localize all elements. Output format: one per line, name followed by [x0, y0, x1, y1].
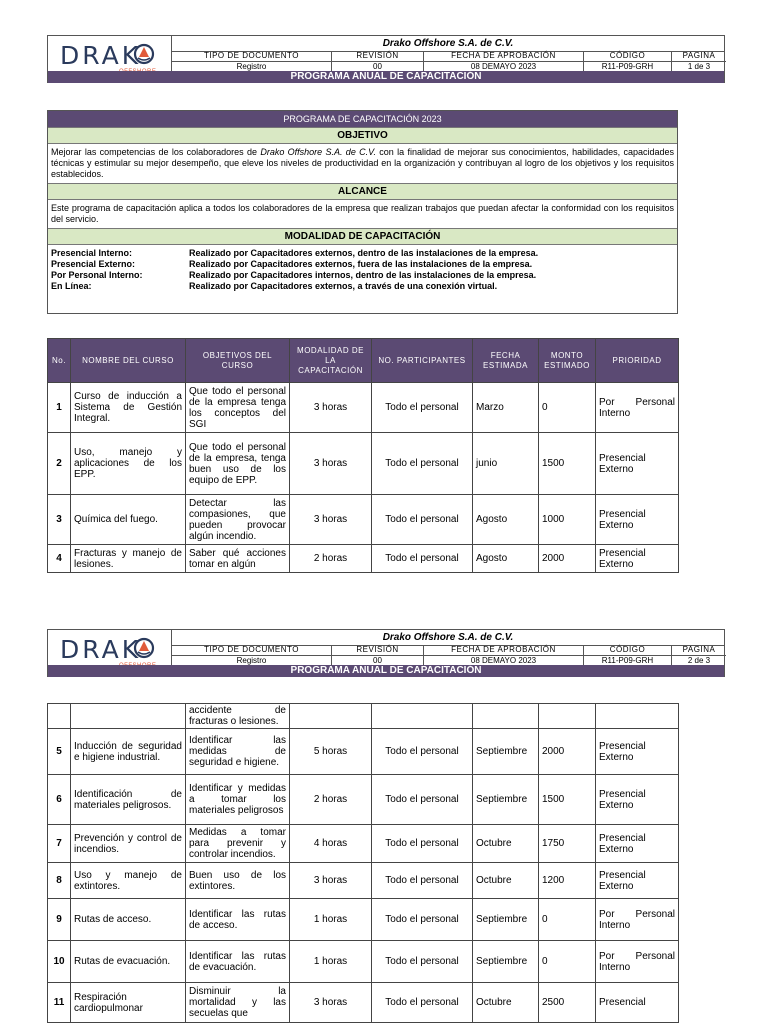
cell-participantes: Todo el personal: [372, 863, 473, 899]
table-row: [48, 495, 679, 545]
cell-prioridad: Presencial Externo: [596, 825, 679, 863]
table-row: [48, 983, 679, 1023]
cell-modalidad: 2 horas: [290, 545, 372, 573]
cell-objetivo: Saber qué acciones tomar en algún: [186, 545, 290, 573]
cell-monto: 2000: [539, 729, 596, 775]
header-cell-code: CÓDIGO R11-P09-GRH: [584, 645, 672, 665]
cell-objetivo: Identificar las rutas de acceso.: [186, 899, 290, 941]
cell-participantes: Todo el personal: [372, 383, 473, 433]
col-header-participantes: NO. PARTICIPANTES: [372, 339, 473, 383]
cell-prioridad: Presencial Externo: [596, 433, 679, 495]
company-name: Drako Offshore S.A. de C.V.: [172, 630, 724, 646]
objetivo-heading: OBJETIVO: [48, 127, 677, 144]
cell-monto: 0: [539, 383, 596, 433]
cell-fecha: Agosto: [473, 495, 539, 545]
document-header: [47, 35, 725, 83]
header-cell-page: PAGINA 1 de 3: [672, 51, 726, 71]
logo-wordmark: DRAK: [60, 635, 142, 664]
cell-monto: 2500: [539, 983, 596, 1023]
cell-objetivo: Buen uso de los extintores.: [186, 863, 290, 899]
cell-number: 3: [48, 495, 71, 545]
cell-curso: Uso y manejo de extintores.: [71, 863, 186, 899]
col-header-prioridad: PRIORIDAD: [596, 339, 679, 383]
document-header-page-2: [47, 629, 725, 677]
cell-modalidad: 4 horas: [290, 825, 372, 863]
table-row: [48, 775, 679, 825]
cell-participantes: Todo el personal: [372, 545, 473, 573]
table-header-row: [48, 339, 679, 383]
cell-participantes: Todo el personal: [372, 729, 473, 775]
cell-monto: 0: [539, 941, 596, 983]
cell-number: 11: [48, 983, 71, 1023]
cell-fecha: Septiembre: [473, 941, 539, 983]
program-title: PROGRAMA DE CAPACITACIÓN 2023: [48, 111, 677, 127]
cell-curso: Inducción de seguridad e higiene industrial.: [71, 729, 186, 775]
cell-participantes: Todo el personal: [372, 433, 473, 495]
cell-monto: 1750: [539, 825, 596, 863]
cell-monto: 0: [539, 899, 596, 941]
table-row: [48, 863, 679, 899]
cell-monto: 2000: [539, 545, 596, 573]
cell-number: 9: [48, 899, 71, 941]
header-cell-revision: REVISIÓN 00: [332, 645, 424, 665]
header-cell-page: PAGINA 2 de 3: [672, 645, 726, 665]
list-item: Presencial Interno: Realizado por Capacitadores externos, dentro de las instalaciones de la empresa.: [51, 248, 539, 258]
cell-objetivo: Identificar las rutas de evacuación.: [186, 941, 290, 983]
alcance-text: Este programa de capacitación aplica a todos los colaboradores de la empresa que realizan trabajos que puedan afectar la conformidad con los requisitos del servicio.: [51, 203, 674, 224]
cell-prioridad: Por Personal Interno: [596, 941, 679, 983]
cell-fecha: Septiembre: [473, 775, 539, 825]
cell-modalidad: 1 horas: [290, 899, 372, 941]
header-cell-date: FECHA DE APROBACIÓN 08 DEMAYO 2023: [424, 645, 584, 665]
col-header-no: No.: [48, 339, 71, 383]
cell-participantes: Todo el personal: [372, 983, 473, 1023]
cell-number: 8: [48, 863, 71, 899]
objetivo-text: Mejorar las competencias de los colaboradores de Drako Offshore S.A. de C.V. con la finalidad de mejorar sus conocimientos, habilidades, capacidades técnicas y estimular su mejor desempeño, que eleve los niveles de productividad en la organización y contribuyan al logro de los objetivos y los requisitos establecidos.: [51, 147, 675, 179]
cell-curso: Curso de inducción a Sistema de Gestión Integral.: [71, 383, 186, 433]
cell-prioridad: Por Personal Interno: [596, 899, 679, 941]
cell-curso: Identificación de materiales peligrosos.: [71, 775, 186, 825]
cell-objetivo: accidente de fracturas o lesiones.: [186, 704, 290, 729]
cell-prioridad: Presencial Externo: [596, 775, 679, 825]
cell-monto: 1000: [539, 495, 596, 545]
cell-participantes: Todo el personal: [372, 941, 473, 983]
cell-objetivo: Que todo el personal de la empresa tenga los conceptos del SGI: [186, 383, 290, 433]
cell-monto: 1200: [539, 863, 596, 899]
cell-modalidad: 3 horas: [290, 863, 372, 899]
cell-modalidad: 1 horas: [290, 941, 372, 983]
col-header-objetivos: OBJETIVOS DEL CURSO: [186, 339, 290, 383]
cell-number: 2: [48, 433, 71, 495]
col-header-monto: MONTO ESTIMADO: [539, 339, 596, 383]
table-row: [48, 941, 679, 983]
cell-modalidad: 3 horas: [290, 433, 372, 495]
cell-curso: Fracturas y manejo de lesiones.: [71, 545, 186, 573]
table-row: [48, 545, 679, 573]
cell-number: 10: [48, 941, 71, 983]
list-item: Por Personal Interno: Realizado por Capacitadores internos, dentro de las instalaciones de la empresa.: [51, 270, 537, 280]
logo-wordmark: DRAK: [60, 41, 142, 70]
header-cell-type: TIPO DE DOCUMENTO Registro: [172, 645, 332, 665]
cell-participantes: Todo el personal: [372, 495, 473, 545]
cell-fecha: Marzo: [473, 383, 539, 433]
cell-curso: Rutas de evacuación.: [71, 941, 186, 983]
header-cell-type: TIPO DE DOCUMENTO Registro: [172, 51, 332, 71]
modalidad-heading: MODALIDAD DE CAPACITACIÓN: [48, 228, 677, 245]
cell-prioridad: Por Personal Interno: [596, 383, 679, 433]
logo-emblem-icon: [133, 637, 155, 659]
cell-objetivo: Identificar las medidas de seguridad e higiene.: [186, 729, 290, 775]
cell-fecha: Octubre: [473, 983, 539, 1023]
header-cell-code: CÓDIGO R11-P09-GRH: [584, 51, 672, 71]
alcance-heading: ALCANCE: [48, 183, 677, 200]
cell-number: 4: [48, 545, 71, 573]
cell-curso: Uso, manejo y aplicaciones de los EPP.: [71, 433, 186, 495]
cell-fecha: Agosto: [473, 545, 539, 573]
cell-fecha: Septiembre: [473, 899, 539, 941]
cell-number: 1: [48, 383, 71, 433]
cell-prioridad: Presencial Externo: [596, 863, 679, 899]
cell-modalidad: 2 horas: [290, 775, 372, 825]
table-row: [48, 433, 679, 495]
courses-table: [47, 338, 679, 573]
cell-objetivo: Disminuir la mortalidad y las secuelas que: [186, 983, 290, 1023]
logo-emblem-icon: [133, 43, 155, 65]
cell-fecha: Septiembre: [473, 729, 539, 775]
cell-number: 7: [48, 825, 71, 863]
program-title-band: PROGRAMA ANUAL DE CAPACITACIÓN: [48, 665, 724, 677]
cell-monto: 1500: [539, 433, 596, 495]
cell-curso: Rutas de acceso.: [71, 899, 186, 941]
cell-curso: Prevención y control de incendios.: [71, 825, 186, 863]
cell-prioridad: Presencial: [596, 983, 679, 1023]
cell-fecha: Octubre: [473, 825, 539, 863]
cell-prioridad: Presencial Externo: [596, 495, 679, 545]
table-row: [48, 899, 679, 941]
table-row: [48, 825, 679, 863]
col-header-curso: NOMBRE DEL CURSO: [71, 339, 186, 383]
cell-fecha: Octubre: [473, 863, 539, 899]
cell-curso: Química del fuego.: [71, 495, 186, 545]
table-row: [48, 729, 679, 775]
cell-objetivo: Detectar las compasiones, que pueden provocar algún incendio.: [186, 495, 290, 545]
cell-participantes: Todo el personal: [372, 775, 473, 825]
cell-monto: 1500: [539, 775, 596, 825]
program-info: [47, 110, 678, 314]
courses-table-continued: [47, 703, 679, 1023]
modalidad-list: [48, 245, 677, 295]
cell-prioridad: Presencial Externo: [596, 545, 679, 573]
cell-modalidad: 3 horas: [290, 383, 372, 433]
cell-number: 6: [48, 775, 71, 825]
header-cell-date: FECHA DE APROBACIÓN 08 DEMAYO 2023: [424, 51, 584, 71]
cell-curso: Respiración cardiopulmonar: [71, 983, 186, 1023]
table-row: [48, 383, 679, 433]
program-title-band: PROGRAMA ANUAL DE CAPACITACIÓN: [48, 71, 724, 83]
cell-number: 5: [48, 729, 71, 775]
cell-modalidad: 5 horas: [290, 729, 372, 775]
table-row: [48, 704, 679, 729]
list-item: En Línea: Realizado por Capacitadores externos, a través de una conexión virtual.: [51, 281, 498, 291]
company-name: Drako Offshore S.A. de C.V.: [172, 36, 724, 52]
cell-prioridad: Presencial Externo: [596, 729, 679, 775]
cell-objetivo: Medidas a tomar para prevenir y controlar incendios.: [186, 825, 290, 863]
header-cell-revision: REVISIÓN 00: [332, 51, 424, 71]
cell-objetivo: Identificar y medidas a tomar los materiales peligrosos: [186, 775, 290, 825]
cell-objetivo: Que todo el personal de la empresa, tenga buen uso de los equipo de EPP.: [186, 433, 290, 495]
col-header-modalidad: MODALIDAD DE LA CAPACITACIÓN: [290, 339, 372, 383]
cell-modalidad: 3 horas: [290, 495, 372, 545]
col-header-fecha: FECHA ESTIMADA: [473, 339, 539, 383]
list-item: Presencial Externo: Realizado por Capacitadores externos, fuera de las instalaciones de la empresa.: [51, 259, 533, 269]
cell-participantes: Todo el personal: [372, 825, 473, 863]
cell-participantes: Todo el personal: [372, 899, 473, 941]
cell-modalidad: 3 horas: [290, 983, 372, 1023]
cell-fecha: junio: [473, 433, 539, 495]
